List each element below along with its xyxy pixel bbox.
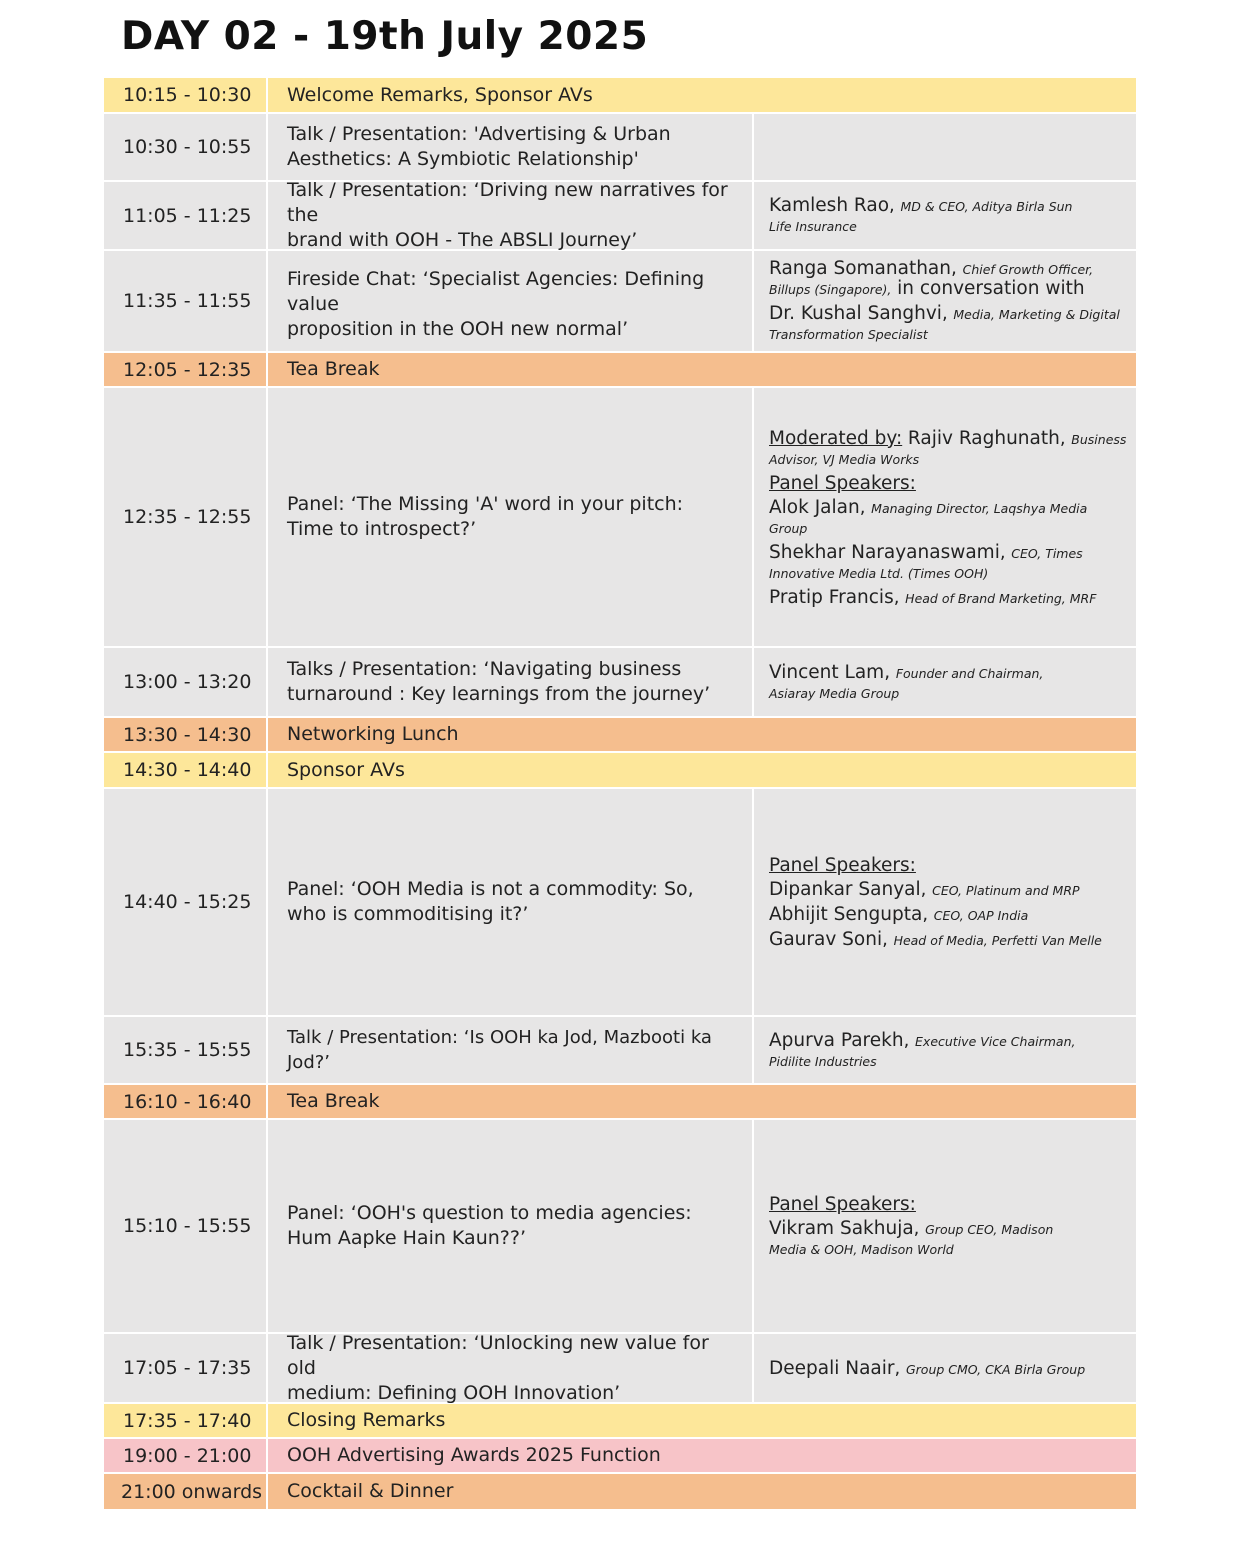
agenda-row bbox=[104, 789, 1136, 1017]
speaker-entry bbox=[769, 259, 1128, 299]
session-cell bbox=[268, 648, 754, 716]
speaker-role: Head of Media, Perfetti Van Melle bbox=[893, 932, 1102, 948]
speaker-entry: Pratip Francis, Head of Brand Marketing, MRF bbox=[769, 586, 1097, 608]
moderator-label: Moderated by: bbox=[769, 427, 903, 449]
speaker-entry: Dipankar Sanyal, CEO, Platinum and MRP bbox=[769, 878, 1080, 900]
time-cell: 14:40 - 15:25 bbox=[104, 789, 268, 1015]
speaker-name: Vikram Sakhuja bbox=[769, 1217, 914, 1239]
speaker-entry: Dr. Kushal Sanghvi, Media, Marketing & Digital Transformation Specialist bbox=[769, 303, 1120, 342]
session-cell: Closing Remarks bbox=[287, 1409, 446, 1431]
speaker-role: Founder and Chairman, bbox=[895, 665, 1044, 681]
session-line: Hum Aapke Hain Kaun??’ bbox=[287, 1227, 526, 1249]
panel-speakers-label: Panel Speakers: bbox=[769, 1193, 916, 1215]
speaker-name: Pratip Francis bbox=[769, 586, 894, 608]
speaker-role: Chief Growth Officer, bbox=[962, 262, 1094, 277]
speaker-entry: Abhijit Sengupta, CEO, OAP India bbox=[769, 903, 1029, 925]
time-cell: 12:05 - 12:35 bbox=[104, 353, 268, 386]
agenda-table bbox=[104, 78, 1136, 1509]
agenda-row bbox=[104, 753, 1136, 789]
speakers-cell bbox=[754, 648, 1136, 716]
session-cell: Tea Break bbox=[287, 1090, 380, 1112]
speaker-name: Alok Jalan bbox=[769, 496, 860, 518]
speaker-role: CEO, OAP India bbox=[933, 907, 1029, 923]
speaker-role: CEO, Platinum and MRP bbox=[932, 882, 1080, 898]
session-cell bbox=[268, 1331, 754, 1404]
speaker-name: Apurva Parekh bbox=[769, 1029, 904, 1051]
speaker-role: Media, Marketing & Digital bbox=[953, 307, 1120, 322]
session-cell: Welcome Remarks, Sponsor AVs bbox=[287, 83, 593, 106]
time-cell: 21:00 onwards bbox=[104, 1474, 268, 1509]
session-line: Talk / Presentation: ‘Is OOH ka Jod, Mazbooti ka Jod?’ bbox=[287, 1027, 712, 1073]
session-cell: OOH Advertising Awards 2025 Function bbox=[287, 1444, 661, 1466]
time-cell: 12:35 - 12:55 bbox=[104, 388, 268, 646]
speaker-role: Head of Brand Marketing, MRF bbox=[905, 590, 1097, 606]
session-cell bbox=[268, 251, 754, 351]
speaker-role: Life Insurance bbox=[769, 219, 857, 234]
time-cell: 10:15 - 10:30 bbox=[104, 78, 268, 112]
speaker-role: Transformation Specialist bbox=[769, 327, 928, 342]
session-line: Panel: ‘OOH's question to media agencies: bbox=[287, 1202, 692, 1224]
speaker-entry: Vikram Sakhuja, Group CEO, Madison Media & OOH, Madison World bbox=[769, 1217, 1054, 1257]
session-line: brand with OOH - The ABSLI Journey’ bbox=[287, 229, 638, 251]
agenda-row bbox=[104, 1085, 1136, 1120]
time-cell: 15:10 - 15:55 bbox=[104, 1120, 268, 1332]
agenda-row bbox=[104, 1331, 1136, 1404]
speaker-role: Managing Director, Laqshya Media Group bbox=[769, 500, 1088, 536]
session-line: medium: Defining OOH Innovation’ bbox=[287, 1381, 621, 1404]
agenda-row bbox=[104, 78, 1136, 114]
speaker-role: Executive Vice Chairman, bbox=[915, 1033, 1076, 1049]
session-cell bbox=[268, 1017, 754, 1083]
session-cell bbox=[268, 179, 754, 251]
session-line: turnaround : Key learnings from the journey’ bbox=[287, 683, 711, 705]
speakers-cell bbox=[754, 251, 1136, 351]
agenda-row bbox=[104, 1439, 1136, 1474]
speaker-role: Billups (Singapore), bbox=[769, 282, 892, 297]
agenda-row bbox=[104, 1474, 1136, 1509]
speaker-name: Vincent Lam, bbox=[769, 661, 891, 683]
time-cell: 14:30 - 14:40 bbox=[104, 753, 268, 787]
speaker-role: Asiaray Media Group bbox=[769, 685, 900, 701]
session-cell: Tea Break bbox=[287, 358, 380, 380]
speaker-name: Dr. Kushal Sanghvi bbox=[769, 303, 942, 324]
speakers-cell bbox=[754, 1017, 1136, 1083]
session-cell bbox=[268, 789, 754, 1015]
time-cell: 16:10 - 16:40 bbox=[104, 1085, 268, 1118]
speaker-name: Kamlesh Rao bbox=[769, 195, 890, 216]
speaker-name: Abhijit Sengupta bbox=[769, 903, 923, 925]
conversation-text: in conversation with bbox=[897, 278, 1085, 299]
agenda-row bbox=[104, 114, 1136, 182]
speaker-entry: Apurva Parekh, Executive Vice Chairman, Pidilite Industries bbox=[769, 1029, 1076, 1069]
speakers-cell bbox=[754, 388, 1136, 646]
speaker-entry: Deepali Naair, Group CMO, CKA Birla Group bbox=[769, 1357, 1086, 1379]
session-cell bbox=[268, 388, 754, 646]
session-line: Talk / Presentation: 'Advertising & Urban bbox=[287, 123, 671, 145]
session-line: Talks / Presentation: ‘Navigating business bbox=[287, 658, 682, 680]
session-cell: Sponsor AVs bbox=[287, 758, 405, 781]
session-cell bbox=[268, 114, 754, 180]
speakers-cell bbox=[754, 114, 1136, 180]
speaker-name: Deepali Naair bbox=[769, 1357, 895, 1379]
speaker-role: CEO, Times bbox=[1011, 545, 1083, 561]
session-cell bbox=[268, 1120, 754, 1332]
session-line: Talk / Presentation: ‘Unlocking new value for old bbox=[287, 1331, 709, 1379]
agenda-row bbox=[104, 718, 1136, 753]
agenda-row bbox=[104, 1017, 1136, 1085]
speaker-entry: Kamlesh Rao, MD & CEO, Aditya Birla Sun Life Insurance bbox=[769, 195, 1073, 234]
speaker-entry: Alok Jalan, Managing Director, Laqshya Media Group bbox=[769, 496, 1088, 536]
time-cell: 15:35 - 15:55 bbox=[104, 1017, 268, 1083]
speaker-role: Media & OOH, Madison World bbox=[769, 1241, 954, 1257]
speaker-name: Gaurav Soni bbox=[769, 928, 883, 950]
time-cell: 17:35 - 17:40 bbox=[104, 1404, 268, 1437]
speakers-cell bbox=[754, 1120, 1136, 1332]
agenda-row bbox=[104, 388, 1136, 648]
speaker-role: MD & CEO, Aditya Birla Sun bbox=[900, 199, 1073, 214]
speaker-role: Innovative Media Ltd. (Times OOH) bbox=[769, 565, 989, 581]
agenda-row bbox=[104, 648, 1136, 718]
time-cell: 10:30 - 10:55 bbox=[104, 114, 268, 180]
session-cell: Networking Lunch bbox=[287, 723, 459, 745]
time-cell: 11:05 - 11:25 bbox=[104, 182, 268, 249]
agenda-row bbox=[104, 353, 1136, 388]
speakers-cell bbox=[754, 789, 1136, 1015]
time-cell: 11:35 - 11:55 bbox=[104, 251, 268, 351]
speakers-cell bbox=[754, 182, 1136, 249]
speaker-entry: Gaurav Soni, Head of Media, Perfetti Van Melle bbox=[769, 928, 1102, 950]
speaker-role: Advisor, VJ Media Works bbox=[769, 451, 920, 467]
speaker-name: Rajiv Raghunath bbox=[907, 427, 1060, 449]
time-cell: 19:00 - 21:00 bbox=[104, 1439, 268, 1472]
speaker-name: Shekhar Narayanaswami bbox=[769, 541, 1000, 563]
agenda-row bbox=[104, 179, 1136, 251]
session-line: proposition in the OOH new normal’ bbox=[287, 318, 629, 340]
session-line: Fireside Chat: ‘Specialist Agencies: Defining value bbox=[287, 268, 705, 315]
agenda-row bbox=[104, 251, 1136, 353]
moderator-entry: Moderated by: Rajiv Raghunath, Business Advisor, VJ Media Works bbox=[769, 427, 1127, 467]
speaker-entry: Shekhar Narayanaswami, CEO, Times Innovative Media Ltd. (Times OOH) bbox=[769, 541, 1083, 581]
speaker-name: Ranga Somanathan, bbox=[769, 258, 957, 279]
speaker-role: Business bbox=[1071, 431, 1127, 447]
time-cell: 13:30 - 14:30 bbox=[104, 718, 268, 751]
speaker-role: Group CEO, Madison bbox=[925, 1221, 1054, 1237]
speakers-cell bbox=[754, 1334, 1136, 1402]
session-line: Aesthetics: A Symbiotic Relationship' bbox=[287, 148, 639, 170]
panel-speakers-label: Panel Speakers: bbox=[769, 854, 916, 876]
panel-speakers-label: Panel Speakers: bbox=[769, 472, 916, 494]
page-title: DAY 02 - 19th July 2025 bbox=[121, 14, 649, 59]
speaker-role: Pidilite Industries bbox=[769, 1053, 877, 1069]
time-cell: 17:05 - 17:35 bbox=[104, 1334, 268, 1402]
session-line: who is commoditising it?’ bbox=[287, 903, 529, 925]
agenda-row bbox=[104, 1120, 1136, 1334]
time-cell: 13:00 - 13:20 bbox=[104, 648, 268, 716]
speaker-role: Group CMO, CKA Birla Group bbox=[905, 1361, 1086, 1377]
speaker-entry bbox=[769, 663, 1128, 703]
speaker-name: Dipankar Sanyal bbox=[769, 878, 921, 900]
session-cell: Cocktail & Dinner bbox=[287, 1480, 454, 1502]
session-line: Panel: ‘The Missing 'A' word in your pitch: bbox=[287, 493, 684, 515]
session-line: Talk / Presentation: ‘Driving new narratives for the bbox=[287, 179, 728, 226]
session-line: Time to introspect?’ bbox=[287, 518, 477, 540]
agenda-row bbox=[104, 1404, 1136, 1439]
session-line: Panel: ‘OOH Media is not a commodity: So, bbox=[287, 878, 694, 900]
